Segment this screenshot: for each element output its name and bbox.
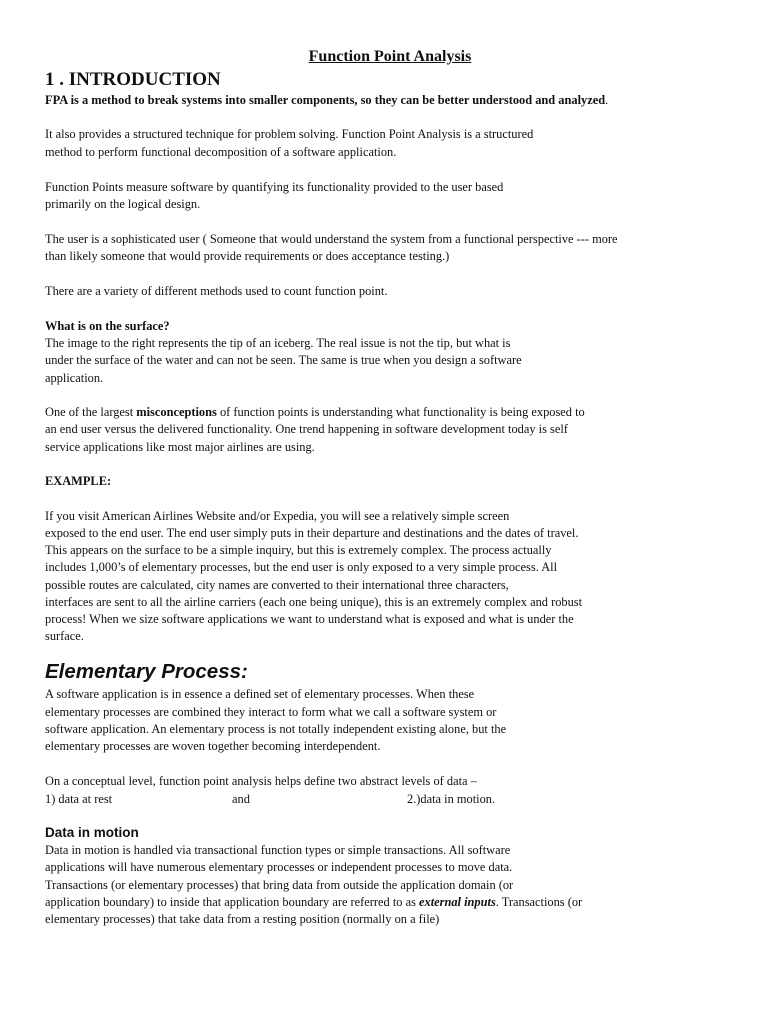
misconceptions-line bbox=[45, 404, 585, 421]
paragraph-line: Function Points measure software by quantifying its functionality provided to the user based bbox=[45, 180, 504, 194]
paragraph-line: includes 1,000’s of elementary processes, but the end user is only exposed to a very simple process. All bbox=[45, 560, 558, 574]
paragraph-line: interfaces are sent to all the airline carriers (each one being unique), this is an extremely complex and robust bbox=[45, 595, 583, 609]
motion-line-post: . Transactions (or bbox=[495, 895, 583, 909]
intro-bold-text: FPA is a method to break systems into smaller components, so they can be better understood and analyzed bbox=[45, 93, 606, 107]
misconceptions-bold: misconceptions bbox=[136, 405, 217, 419]
misconceptions-post: of function points is understanding what functionality is being exposed to bbox=[216, 405, 585, 419]
paragraph-line: It also provides a structured technique for problem solving. Function Point Analysis is a structured bbox=[45, 127, 534, 141]
paragraph-line: On a conceptual level, function point analysis helps define two abstract levels of data – bbox=[45, 774, 477, 788]
paragraph-line: software application. An elementary process is not totally independent existing alone, but the bbox=[45, 722, 507, 736]
example-label: EXAMPLE: bbox=[45, 474, 112, 488]
intro-statement bbox=[45, 92, 608, 109]
paragraph-line: applications will have numerous elementary processes or independent processes to move data. bbox=[45, 860, 513, 874]
paragraph-line: The user is a sophisticated user ( Someone that would understand the system from a functional perspective --- more bbox=[45, 232, 618, 246]
paragraph-line: A software application is in essence a defined set of elementary processes. When these bbox=[45, 687, 475, 701]
paragraph-line: exposed to the end user. The end user simply puts in their departure and destinations and the dates of travel. bbox=[45, 526, 579, 540]
paragraph-line: process! When we size software applications we want to understand what is exposed and what is under the bbox=[45, 612, 574, 626]
section-heading-elementary-process: Elementary Process: bbox=[45, 660, 248, 683]
external-inputs-line bbox=[45, 894, 582, 911]
data-in-motion-label: 2.)data in motion. bbox=[407, 792, 496, 806]
paragraph-line: The image to the right represents the tip of an iceberg. The real issue is not the tip, but what is bbox=[45, 336, 511, 350]
paragraph-line: elementary processes are combined they interact to form what we call a software system or bbox=[45, 705, 497, 719]
paragraph-line: elementary processes are woven together becoming interdependent. bbox=[45, 739, 381, 753]
paragraph-line: an end user versus the delivered functionality. One trend happening in software development today is self bbox=[45, 422, 568, 436]
paragraph-line: There are a variety of different methods used to count function point. bbox=[45, 284, 388, 298]
paragraph-line: application. bbox=[45, 371, 104, 385]
paragraph-line: Data in motion is handled via transactional function types or simple transactions. All software bbox=[45, 843, 511, 857]
paragraph-line: Transactions (or elementary processes) that bring data from outside the application domain (or bbox=[45, 878, 514, 892]
motion-line-pre: application boundary) to inside that application boundary are referred to as bbox=[45, 895, 419, 909]
paragraph-line: This appears on the surface to be a simple inquiry, but this is extremely complex. The process actually bbox=[45, 543, 552, 557]
paragraph-line: primarily on the logical design. bbox=[45, 197, 201, 211]
misconceptions-pre: One of the largest bbox=[45, 405, 137, 419]
paragraph-line: service applications like most major airlines are using. bbox=[45, 440, 315, 454]
intro-period: . bbox=[605, 93, 609, 107]
data-and-label: and bbox=[232, 792, 250, 806]
external-inputs-term: external inputs bbox=[419, 895, 496, 909]
paragraph-line: elementary processes) that take data from a resting position (normally on a file) bbox=[45, 912, 440, 926]
paragraph-line: than likely someone that would provide requirements or does acceptance testing.) bbox=[45, 249, 450, 263]
subheading-surface: What is on the surface? bbox=[45, 319, 170, 333]
paragraph-line: under the surface of the water and can not be seen. The same is true when you design a software bbox=[45, 353, 522, 367]
paragraph-line: surface. bbox=[45, 629, 84, 643]
data-at-rest-label: 1) data at rest bbox=[45, 792, 113, 806]
paragraph-line: method to perform functional decomposition of a software application. bbox=[45, 145, 397, 159]
subheading-data-in-motion: Data in motion bbox=[45, 825, 139, 840]
paragraph-line: possible routes are calculated, city names are converted to their international three characters, bbox=[45, 578, 509, 592]
document-title: Function Point Analysis bbox=[308, 48, 472, 65]
section-heading-introduction: 1 . INTRODUCTION bbox=[45, 69, 221, 90]
paragraph-line: If you visit American Airlines Website and/or Expedia, you will see a relatively simple screen bbox=[45, 509, 510, 523]
